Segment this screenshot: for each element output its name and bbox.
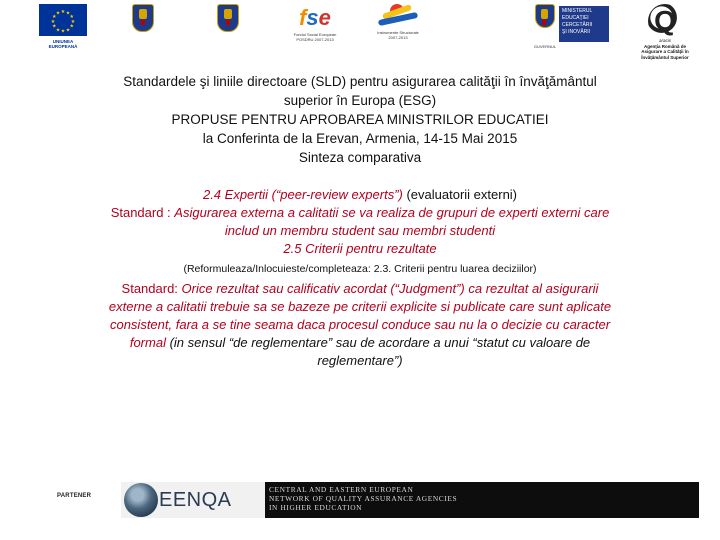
- banner-line-1: CENTRAL AND EASTERN EUROPEAN: [269, 485, 414, 494]
- svg-text:★: ★: [50, 18, 56, 25]
- instrumente-structurale-logo: [368, 4, 428, 40]
- svg-text:★: ★: [65, 10, 71, 17]
- ministry-seal: [533, 4, 557, 28]
- section-2-4-standard-label: Standard :: [110, 205, 175, 220]
- svg-text:★: ★: [55, 27, 61, 34]
- partner-label: PARTENER: [57, 493, 92, 499]
- svg-text:★: ★: [69, 23, 74, 30]
- ministry-sub-caption: GUVERNUL: [533, 44, 557, 49]
- fse-mark: fse: [299, 5, 331, 30]
- banner-line-3: IN HIGHER EDUCATION: [269, 503, 363, 512]
- page-title: [40, 72, 680, 167]
- eenqa-logo-text: EENQA: [159, 489, 232, 511]
- section-2-4-standard: [100, 204, 620, 240]
- romania-crest-logo-1: [128, 4, 158, 32]
- svg-text:★: ★: [52, 13, 57, 20]
- eu-logo: [38, 4, 88, 49]
- romania-crest-logo-2: [213, 4, 243, 32]
- section-2-4-standard-text: Asigurarea externa a calitatii se va realiza de grupuri de experti externi care includ un membru student sau membri studenti: [174, 205, 610, 238]
- svg-text:★: ★: [69, 13, 74, 20]
- ministry-name-box: MINISTERUL EDUCAŢIEI CERCETĂRII ŞI INOVĂRII: [559, 6, 609, 42]
- svg-text:★: ★: [70, 18, 76, 25]
- coat-of-arms-icon: [132, 4, 154, 32]
- rising-sun-icon: [378, 6, 418, 28]
- section-2-5-standard: [100, 280, 620, 370]
- section-2-5-standard-label: Standard:: [121, 281, 182, 296]
- aracis-caption-1: Agenţia Română de: [643, 43, 686, 49]
- coat-of-arms-icon: [217, 4, 239, 32]
- title-line-1: Standardele şi liniile directoare (SLD) pentru asigurarea calităţii în învăţământul: [123, 74, 597, 89]
- eu-caption: UNIUNEA EUROPEANĂ: [48, 39, 78, 49]
- svg-text:★: ★: [52, 23, 57, 30]
- aracis-q-icon: Q: [648, 4, 682, 38]
- section-2-5-heading: 2.5 Criterii pentru rezultate: [283, 241, 437, 256]
- ministry-logo: [533, 4, 608, 48]
- banner-line-2: NETWORK OF QUALITY ASSURANCE AGENCIES: [269, 494, 458, 503]
- coat-of-arms-icon: [535, 4, 555, 28]
- network-name-box: [265, 482, 699, 518]
- ceenqa-banner: [121, 482, 699, 518]
- title-line-5: Sinteza comparativa: [298, 150, 422, 165]
- section-2-5-standard-black: (in sensul “de reglementare” sau de acordare a unui “statut cu valoare de reglementare”): [165, 335, 591, 368]
- aracis-caption-3: Învăţământul Superior: [641, 54, 689, 60]
- section-2-4-heading-black: (evaluatorii externi): [402, 187, 518, 202]
- fse-caption-1: Fondul Social European: [293, 32, 337, 37]
- is-caption-1: Instrumente Structurale: [377, 30, 419, 35]
- is-caption-2: 2007-2013: [388, 35, 408, 40]
- title-line-4: la Conferinta de la Erevan, Armenia, 14-15 Mai 2015: [202, 131, 518, 146]
- slide-content: [100, 186, 620, 370]
- aracis-sub: aracis: [658, 38, 671, 43]
- svg-text:★: ★: [65, 27, 71, 34]
- fse-logo: [285, 4, 345, 42]
- section-2-5-standard-red: Orice rezultat sau calificativ acordat (“Judgment”) ca rezultat al asigurarii externe a calitatii trebuie sa se bazeze pe criterii explicite si publicate care sunt aplicate consistent, fara a se tine seama daca procesul conduce sau nu la o decizie cu caracter formal: [108, 281, 612, 350]
- svg-text:★: ★: [60, 28, 66, 35]
- title-line-2: superior în Europa (ESG): [283, 93, 437, 108]
- fse-caption-2: POSDRU 2007-2013: [296, 37, 334, 42]
- svg-text:★: ★: [60, 9, 66, 15]
- aracis-caption-2: Asigurare a Calităţii în: [641, 49, 689, 54]
- svg-text:★: ★: [55, 10, 61, 17]
- section-2-4-heading-red: 2.4 Expertii (“peer-review experts”): [202, 187, 403, 202]
- eu-flag-icon: [39, 4, 87, 36]
- section-2-5-note: (Reformuleaza/Inlocuieste/completeaza: 2.3. Criterii pentru luarea deciziilor): [183, 263, 537, 275]
- logo-bar: [0, 0, 720, 66]
- title-line-3: PROPUSE PENTRU APROBAREA MINISTRILOR EDUCATIEI: [171, 112, 549, 127]
- aracis-logo: [630, 4, 700, 60]
- section-2-4-heading: [100, 186, 620, 204]
